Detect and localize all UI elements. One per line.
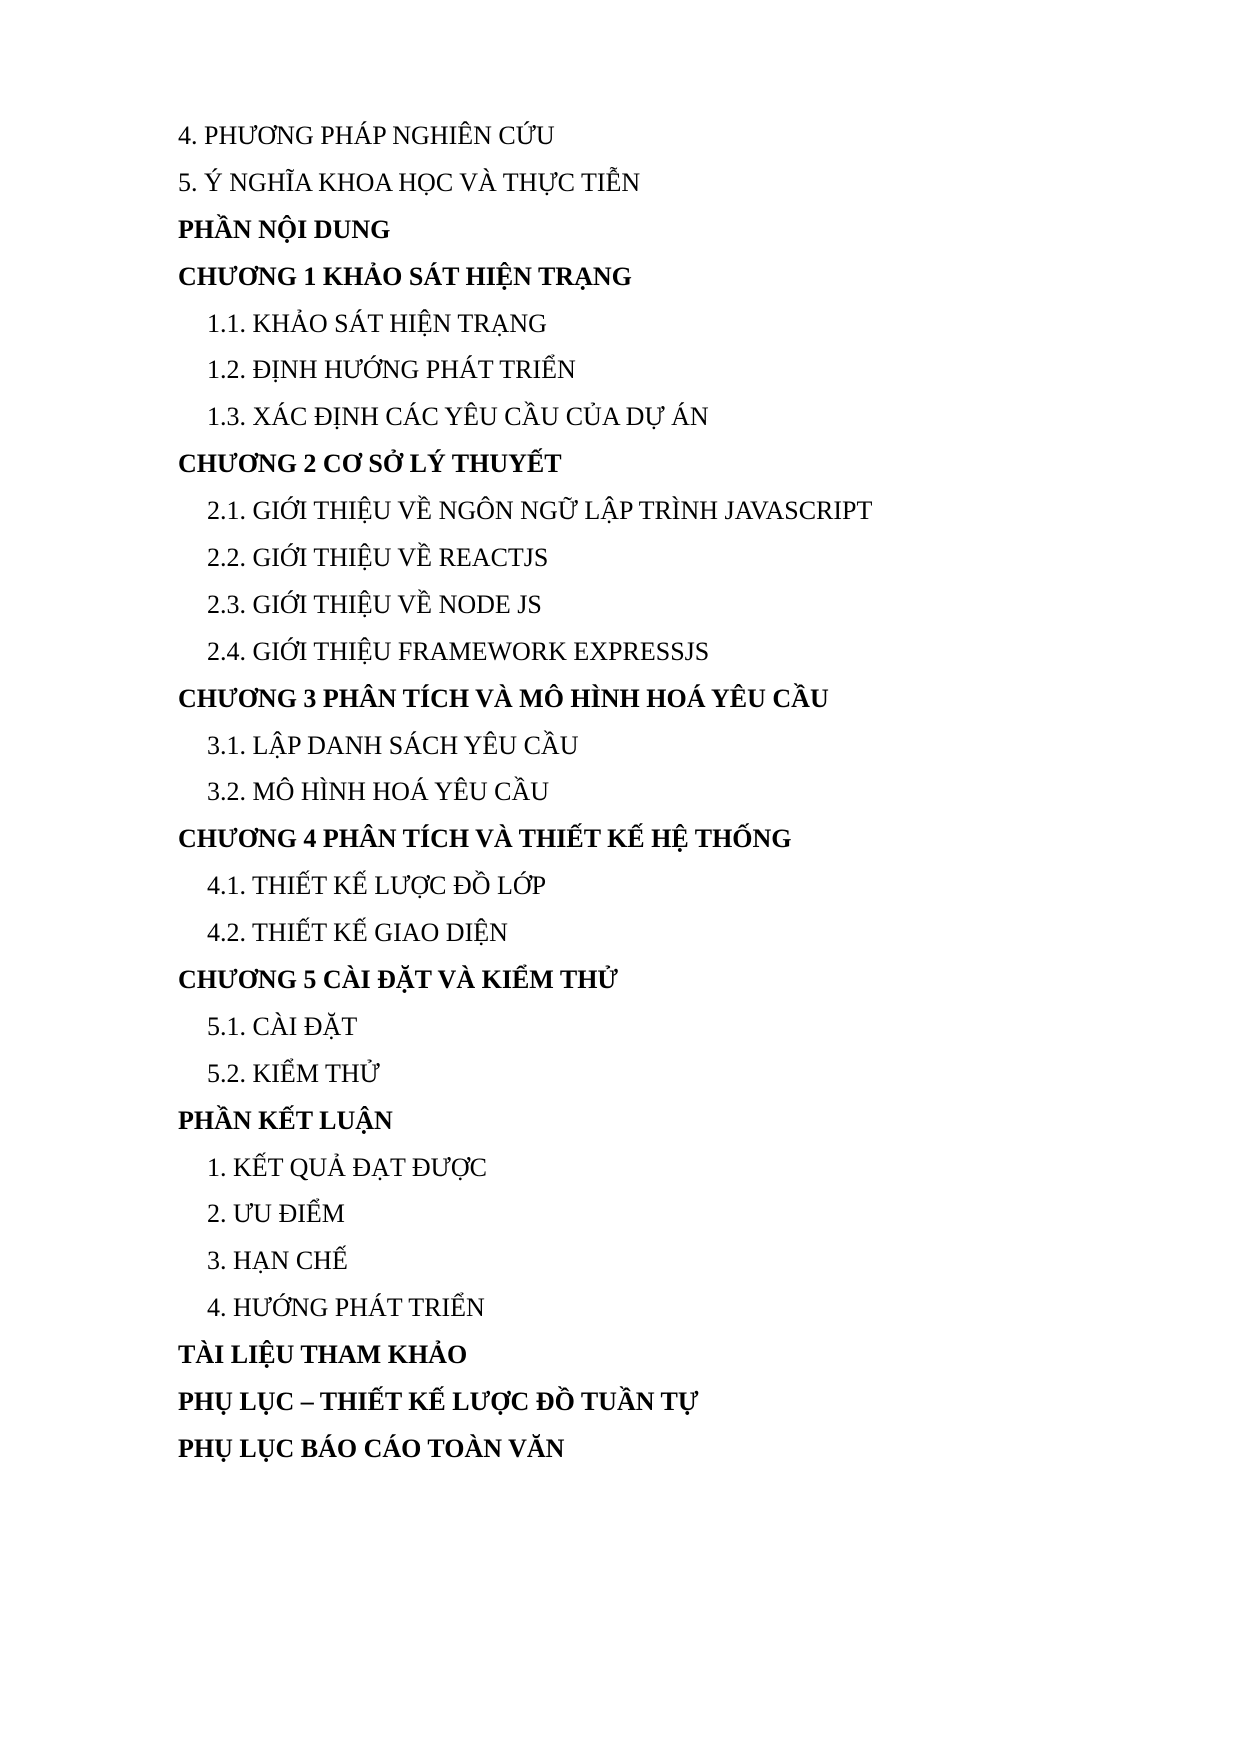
toc-heading-appendix-sequence: PHỤ LỤC – THIẾT KẾ LƯỢC ĐỒ TUẦN TỰ: [178, 1387, 699, 1417]
toc-entry-5-1: 5.1. CÀI ĐẶT: [207, 1011, 358, 1041]
toc-entry-2-2: 2.2. GIỚI THIỆU VỀ REACTJS: [207, 543, 549, 573]
toc-heading-references: TÀI LIỆU THAM KHẢO: [178, 1340, 468, 1370]
toc-entry-future-directions: 4. HƯỚNG PHÁT TRIỂN: [207, 1293, 485, 1323]
toc-heading-appendix-fulltext: PHỤ LỤC BÁO CÁO TOÀN VĂN: [178, 1433, 565, 1463]
toc-heading-chapter-1: CHƯƠNG 1 KHẢO SÁT HIỆN TRẠNG: [178, 261, 632, 291]
toc-entry-4-1: 4.1. THIẾT KẾ LƯỢC ĐỒ LỚP: [207, 871, 547, 901]
toc-entry-3-1: 3.1. LẬP DANH SÁCH YÊU CẦU: [207, 730, 579, 760]
toc-entry-research-methods: 4. PHƯƠNG PHÁP NGHIÊN CỨU: [178, 121, 555, 150]
toc-entry-5-2: 5.2. KIỂM THỬ: [207, 1058, 380, 1088]
toc-entry-results: 1. KẾT QUẢ ĐẠT ĐƯỢC: [207, 1152, 487, 1182]
toc-entry-2-1: 2.1. GIỚI THIỆU VỀ NGÔN NGỮ LẬP TRÌNH JAVASCRIPT: [207, 496, 873, 526]
toc-entry-4-2: 4.2. THIẾT KẾ GIAO DIỆN: [207, 918, 508, 948]
toc-heading-chapter-4: CHƯƠNG 4 PHÂN TÍCH VÀ THIẾT KẾ HỆ THỐNG: [178, 824, 792, 854]
toc-heading-chapter-2: CHƯƠNG 2 CƠ SỞ LÝ THUYẾT: [178, 449, 562, 479]
toc-heading-chapter-5: CHƯƠNG 5 CÀI ĐẶT VÀ KIỂM THỬ: [178, 965, 619, 995]
table-of-contents: [178, 113, 1178, 1473]
toc-entry-scientific-significance: 5. Ý NGHĨA KHOA HỌC VÀ THỰC TIỄN: [178, 167, 641, 197]
toc-entry-3-2: 3.2. MÔ HÌNH HOÁ YÊU CẦU: [207, 777, 550, 807]
toc-heading-chapter-3: CHƯƠNG 3 PHÂN TÍCH VÀ MÔ HÌNH HOÁ YÊU CẦU: [178, 683, 829, 713]
toc-entry-limitations: 3. HẠN CHẾ: [207, 1246, 348, 1276]
toc-entry-1-3: 1.3. XÁC ĐỊNH CÁC YÊU CẦU CỦA DỰ ÁN: [207, 402, 709, 432]
toc-entry-2-4: 2.4. GIỚI THIỆU FRAMEWORK EXPRESSJS: [207, 636, 710, 666]
toc-heading-conclusion: PHẦN KẾT LUẬN: [178, 1105, 393, 1135]
toc-entry-1-2: 1.2. ĐỊNH HƯỚNG PHÁT TRIỂN: [207, 355, 576, 385]
toc-entry-advantages: 2. ƯU ĐIỂM: [207, 1199, 345, 1229]
toc-heading-content-part: PHẦN NỘI DUNG: [178, 214, 391, 244]
toc-entry-1-1: 1.1. KHẢO SÁT HIỆN TRẠNG: [207, 308, 547, 338]
toc-entry-2-3: 2.3. GIỚI THIỆU VỀ NODE JS: [207, 589, 542, 619]
